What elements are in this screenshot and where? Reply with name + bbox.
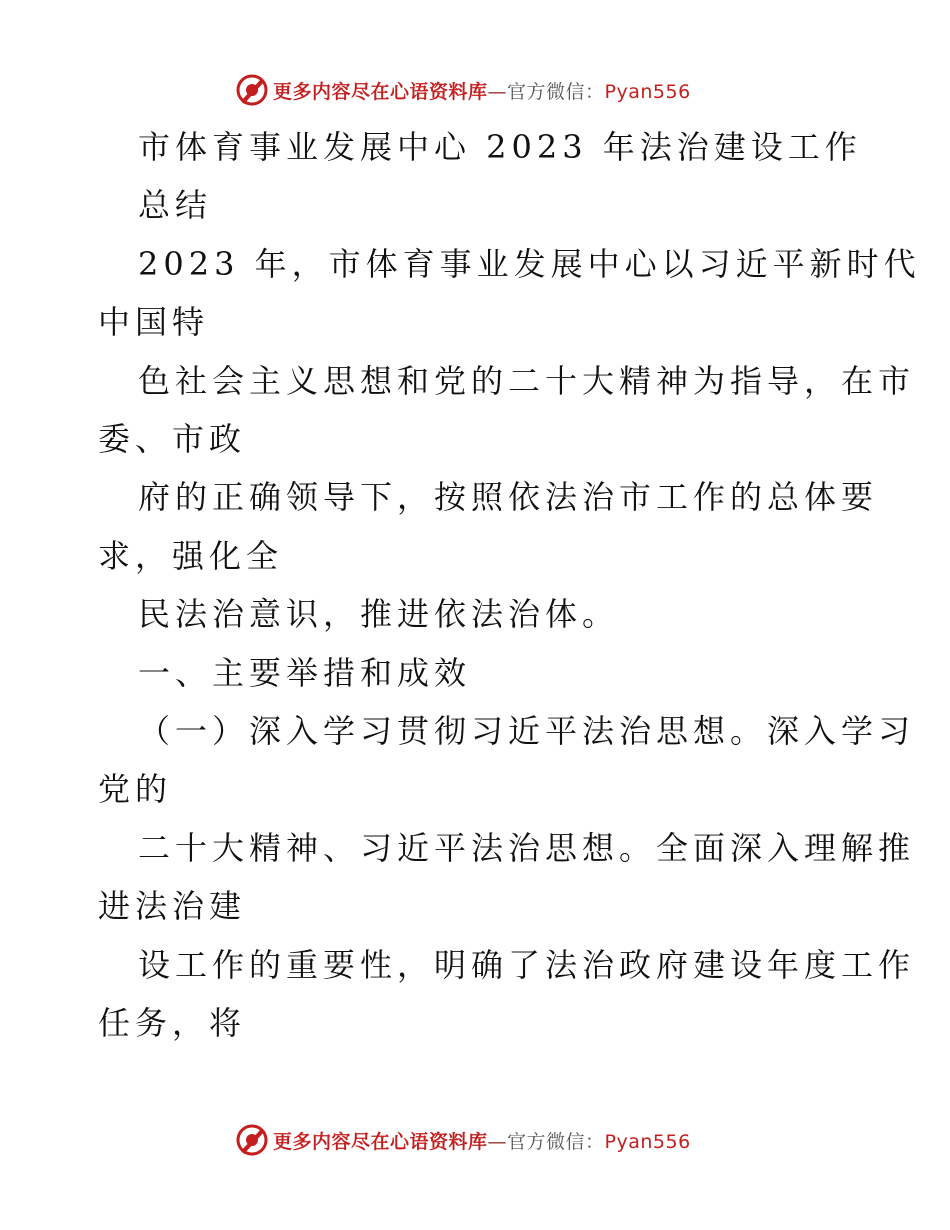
title-line-2: 总结 xyxy=(138,186,213,224)
pen-logo-icon xyxy=(235,1123,269,1157)
paragraph-line: 府的正确领导下，按照依法治市工作的总体要 xyxy=(138,478,879,516)
paragraph-line: 设工作的重要性，明确了法治政府建设年度工作 xyxy=(138,946,916,984)
banner-title: 更多内容尽在心语资料库 xyxy=(273,1130,488,1153)
subsection-heading-line: （一）深入学习贯彻习近平法治思想。深入学习 xyxy=(138,712,916,750)
banner-dash: — xyxy=(487,80,508,103)
header-watermark-banner xyxy=(235,70,715,110)
paragraph-line: 二十大精神、习近平法治思想。全面深入理解推 xyxy=(138,829,916,867)
footer-watermark-banner xyxy=(235,1120,715,1160)
paragraph-line: 色社会主义思想和党的二十大精神为指导，在市 xyxy=(138,362,916,400)
paragraph-line: 委、市政 xyxy=(98,420,247,458)
paragraph-line: 任务，将 xyxy=(98,1004,247,1042)
pen-logo-icon xyxy=(235,73,269,107)
banner-wechat-id: Pyan556 xyxy=(604,1130,691,1153)
paragraph-line: 民法治意识，推进依法治体。 xyxy=(138,595,620,633)
banner-title: 更多内容尽在心语资料库 xyxy=(273,80,488,103)
banner-subtitle: 官方微信： xyxy=(507,80,605,103)
banner-dash: — xyxy=(487,1130,508,1153)
banner-subtitle: 官方微信： xyxy=(507,1130,605,1153)
paragraph-line: 党的 xyxy=(98,770,173,808)
title-line-1: 市体育事业发展中心 2023 年法治建设工作 xyxy=(138,128,862,166)
paragraph-line: 2023 年，市体育事业发展中心以习近平新时代 xyxy=(138,245,921,283)
paragraph-line: 中国特 xyxy=(98,303,210,341)
paragraph-line: 进法治建 xyxy=(98,887,247,925)
banner-wechat-id: Pyan556 xyxy=(604,80,691,103)
paragraph-line: 求，强化全 xyxy=(98,537,284,575)
section-heading: 一、主要举措和成效 xyxy=(138,654,472,692)
